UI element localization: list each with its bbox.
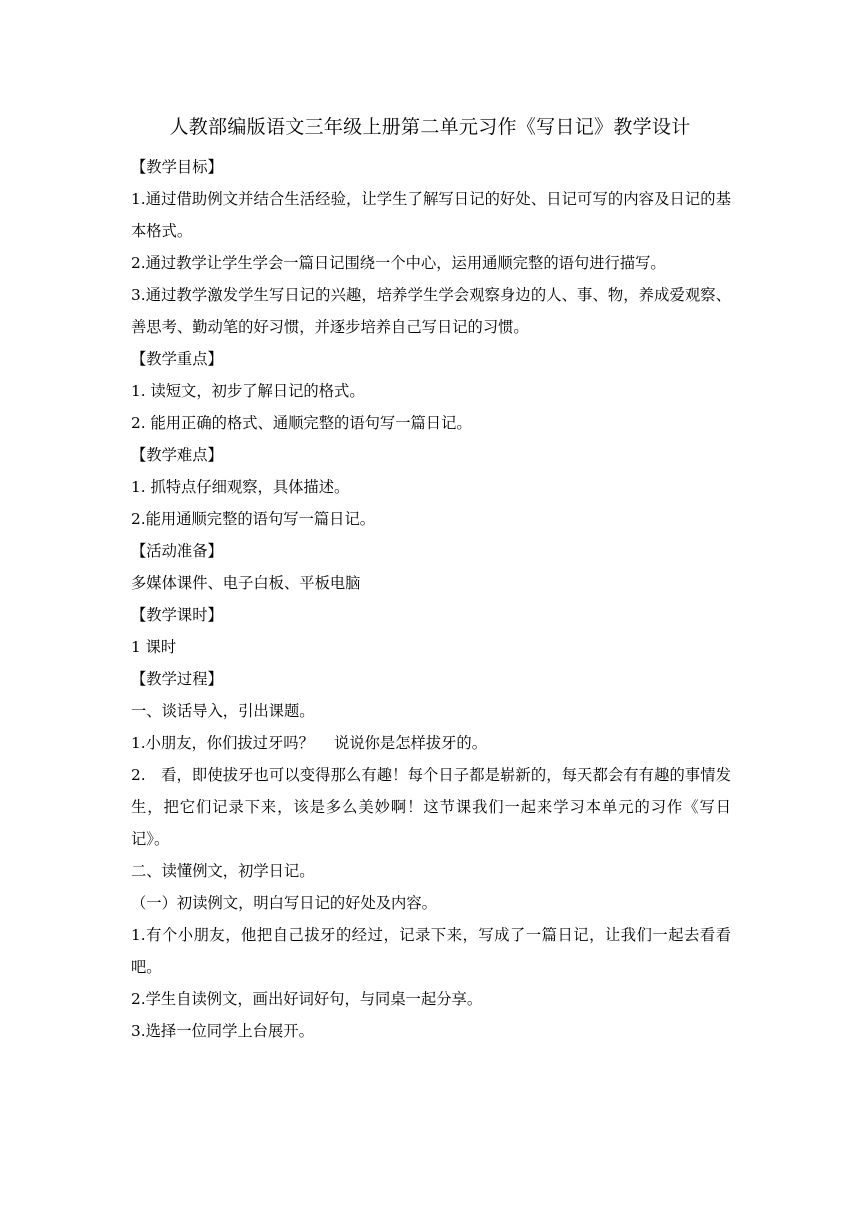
section-heading-class-hours: 【教学课时】: [131, 606, 223, 624]
document-title: 人教部编版语文三年级上册第二单元习作《写日记》教学设计: [169, 116, 691, 138]
paragraph-process-2-2: 2.学生自读例文，画出好词好句，与同桌一起分享。: [131, 990, 483, 1008]
paragraph-key-1: 1. 读短文，初步了解日记的格式。: [131, 382, 365, 400]
paragraph-difficult-1: 1. 抓特点仔细观察，具体描述。: [131, 478, 350, 496]
paragraph-goal-3: 3.通过教学激发学生写日记的兴趣，培养学生学会观察身边的人、事、物，养成爱观察、善思考、勤动笔的好习惯，并逐步培养自己写日记的习惯。: [131, 286, 731, 336]
section-heading-difficult-points: 【教学难点】: [131, 446, 223, 464]
section-heading-teaching-process: 【教学过程】: [131, 670, 223, 688]
paragraph-process-1-1: 1.小朋友，你们拔过牙吗？ 说说你是怎样拔牙的。: [131, 734, 487, 752]
paragraph-process-2-a: （一）初读例文，明白写日记的好处及内容。: [131, 894, 437, 912]
section-heading-key-points: 【教学重点】: [131, 350, 223, 368]
paragraph-key-2: 2. 能用正确的格式、通顺完整的语句写一篇日记。: [131, 414, 472, 432]
paragraph-process-2: 二、读懂例文，初学日记。: [131, 862, 315, 880]
document-body: [131, 151, 731, 1047]
paragraph-goal-2: 2.通过教学让学生学会一篇日记围绕一个中心，运用通顺完整的语句进行描写。: [131, 254, 666, 272]
paragraph-process-2-1: 1.有个小朋友，他把自己拔牙的经过，记录下来，写成了一篇日记，让我们一起去看看吧。: [131, 926, 731, 976]
section-heading-activity-prep: 【活动准备】: [131, 542, 223, 560]
paragraph-difficult-2: 2.能用通顺完整的语句写一篇日记。: [131, 510, 376, 528]
paragraph-prep-1: 多媒体课件、电子白板、平板电脑: [131, 574, 361, 592]
paragraph-process-1: 一、谈话导入，引出课题。: [131, 702, 315, 720]
section-heading-teaching-goals: 【教学目标】: [131, 158, 223, 176]
paragraph-process-2-3: 3.选择一位同学上台展开。: [131, 1022, 314, 1040]
paragraph-hours-1: 1 课时: [131, 638, 177, 656]
paragraph-process-1-2: 2. 看，即使拔牙也可以变得那么有趣！每个日子都是崭新的，每天都会有有趣的事情发生，把它们记录下来，该是多么美妙啊！这节课我们一起来学习本单元的习作《写日记》。: [131, 766, 731, 848]
paragraph-goal-1: 1.通过借助例文并结合生活经验，让学生了解写日记的好处、日记可写的内容及日记的基本格式。: [131, 190, 731, 240]
